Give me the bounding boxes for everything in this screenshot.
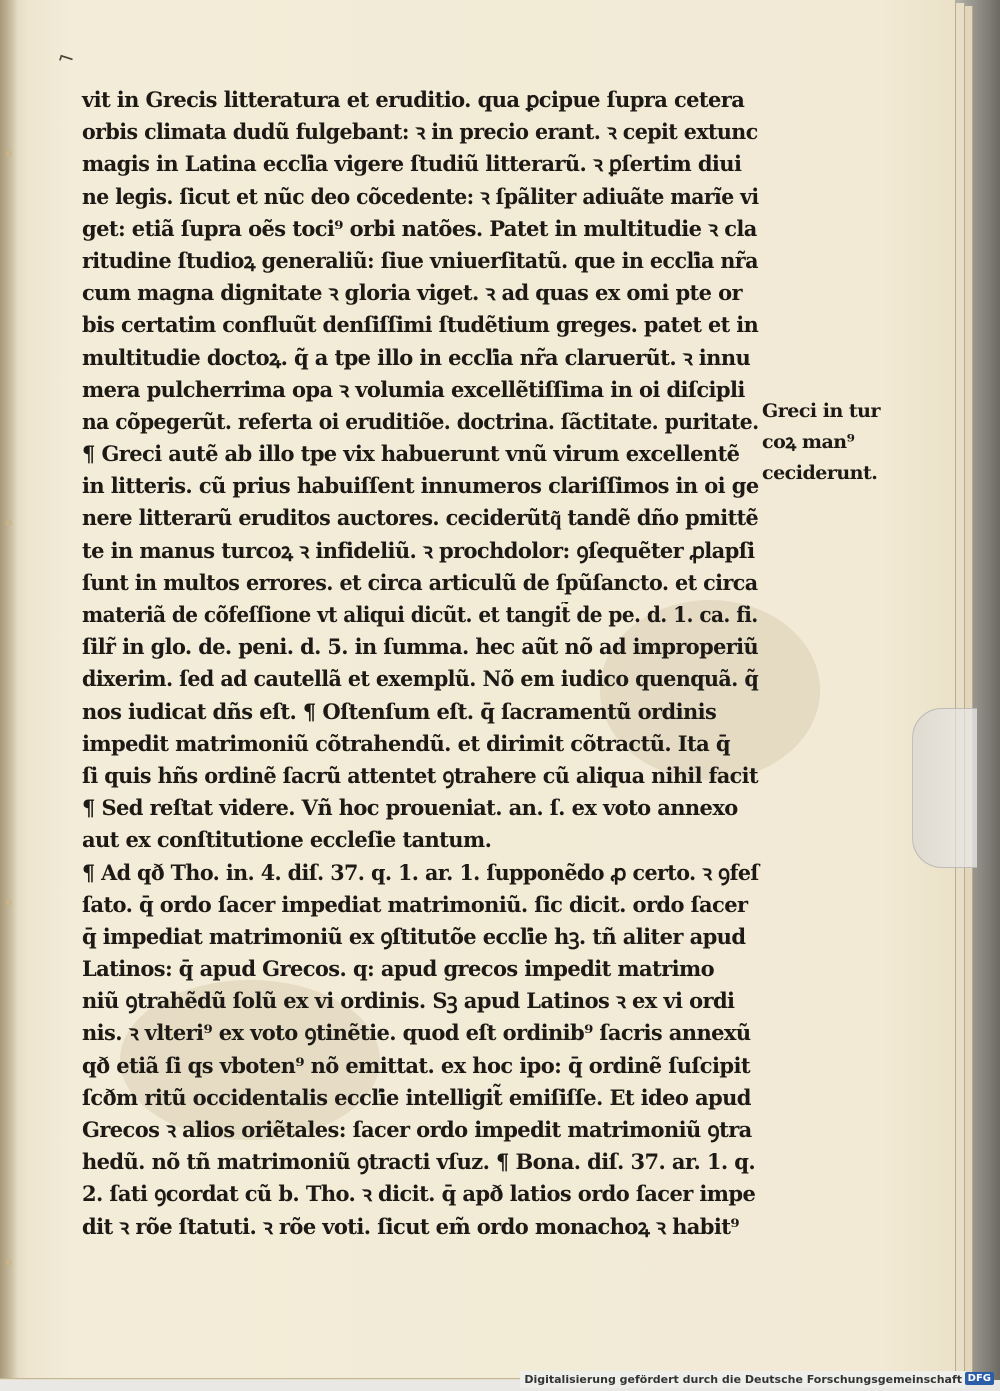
dfg-logo: DFG — [965, 1372, 994, 1385]
plastic-clip-tab — [912, 708, 977, 868]
text-line: mera pulcherrima opa ꝛ volumia excellẽtiſſima in oi diſcipli — [82, 376, 745, 402]
text-line: impedit matrimoniũ cõtrahendũ. et dirimit cõtractũ. Ita q̄ — [82, 730, 730, 756]
text-line: ſcðm ritũ occidentalis eccľie intelligit̃ emiſiſſe. Et ideo apud — [82, 1084, 751, 1110]
text-line: ¶ Greci autẽ ab illo tpe vix habuerunt vnũ virum excellentẽ — [82, 441, 740, 467]
text-line: Latinos: q̄ apud Grecos. q: apud grecos impedit matrimo — [82, 956, 715, 982]
footer-credit-text: Digitalisierung gefördert durch die Deutsche Forschungsgemeinschaft — [520, 1371, 966, 1388]
text-line: get: etiã ſupra oẽs toci⁹ orbi natões. Patet in multitudie ꝛ cla — [82, 215, 757, 241]
text-line: ne legis. ſicut et nũc deo cõcedente: ꝛ ſpãliter adiuãte marĩe vi — [82, 183, 759, 209]
text-line: ſunt in multos errores. et circa articulũ de ſpũſancto. et circa — [82, 569, 758, 595]
text-line: cum magna dignitate ꝛ gloria viget. ꝛ ad quas ex omi pte or — [82, 280, 742, 306]
text-line: hedũ. nõ tñ matrimoniũ ꝯtracti vſuz. ¶ Bona. diſ. 37. ar. 1. q. — [82, 1149, 756, 1175]
text-line: dit ꝛ rõe ſtatuti. ꝛ rõe voti. ſicut em̃ ordo monachoꝝ ꝛ habit⁹ — [82, 1213, 739, 1239]
text-line: nere litterarũ eruditos auctores. ceciderũtq͂ tandẽ dño pmittẽ — [82, 505, 759, 531]
text-line: ſi quis hñs ordinẽ ſacrũ attentet ꝯtrahere cũ aliqua nihil facit — [82, 762, 758, 788]
binding-hole — [6, 150, 12, 156]
text-line: Grecos ꝛ alios oriẽtales: ſacer ordo impedit matrimoniũ ꝯtra — [82, 1117, 752, 1142]
text-line: q̄ impediat matrimoniũ ex ꝯſtitutõe eccľie hꝫ. tñ aliter apud — [82, 923, 746, 949]
text-line: vit in Grecis litteratura et eruditio. qua ꝑcipue ſupra cetera — [82, 87, 745, 112]
binding-hole — [6, 1260, 12, 1266]
binding-hole — [6, 900, 12, 906]
text-line: ſato. q̄ ordo ſacer impediat matrimoniũ. ſic dicit. ordo ſacer — [82, 891, 748, 917]
text-line: magis in Latina eccľia vigere ſtudiũ litterarũ. ꝛ ꝑſertim diui — [82, 151, 742, 177]
text-line: multitudie doctoꝝ. q̃ a tpe illo in eccľia nr̃a claruerũt. ꝛ innu — [82, 344, 751, 370]
text-line: ¶ Ad qð Tho. in. 4. diſ. 37. q. 1. ar. 1. ſupponẽdo ꝓ certo. ꝛ ꝯfeſ — [82, 859, 759, 885]
text-line: orbis climata dudũ fulgebant: ꝛ in precio erant. ꝛ cepit extunc — [82, 119, 758, 145]
text-line: bis certatim confluũt denſiſſimi ſtudẽtium greges. patet et in — [82, 312, 759, 338]
text-line: 2. ſati ꝯcordat cũ b. Tho. ꝛ dicit. q̄ apð latios ordo ſacer impe — [82, 1181, 756, 1207]
gutter-shadow — [0, 0, 18, 1378]
marginal-note-line: ceciderunt. — [762, 462, 878, 484]
marginal-note-line: Greci in tur — [762, 400, 880, 422]
text-line: ſilr̃ in glo. de. peni. d. 5. in ſumma. hec aũt nõ ad improperiũ — [82, 634, 759, 660]
text-line: nis. ꝛ vlteri⁹ ex voto ꝯtinẽtie. quod eſt ordinib⁹ ſacris annexũ — [82, 1020, 751, 1046]
text-line: te in manus turcoꝝ ꝛ infideliũ. ꝛ prochdolor: ꝯſequẽter ꝓlapſi — [82, 537, 755, 563]
text-line: niũ ꝯtrahẽdũ ſolũ ex vi ordinis. Sꝫ apud Latinos ꝛ ex vi ordi — [82, 988, 735, 1014]
text-line: na cõpegerũt. referta oi eruditiõe. doctrina. ſãctitate. puritate. — [82, 408, 759, 434]
marginal-note-line: coꝝ man⁹ — [762, 431, 855, 453]
marginal-note — [762, 396, 912, 489]
text-line: ritudine ſtudioꝝ generaliũ: ſiue vniuerſitatũ. que in eccľia nr̃a — [82, 247, 758, 273]
text-line: ¶ Sed reſtat videre. Vñ hoc proueniat. an. ſ. ex voto annexo — [82, 795, 738, 821]
text-line: dixerim. ſed ad cautellã et exemplũ. Nõ em iudico quenquã. q̃ — [82, 666, 759, 692]
text-line: nos iudicat dñs eſt. ¶ Oſtenſum eſt. q̄ ſacramentũ ordinis — [82, 698, 717, 724]
main-text-block — [82, 84, 762, 1243]
text-line: in litteris. cũ prius habuiſſent innumeros clariſſimos in oi ge — [82, 473, 759, 499]
text-line: materiã de cõfeſſione vt aliqui dicũt. et tangit̃ de pe. d. 1. ca. fi. — [82, 602, 758, 627]
page-mark: ⌐ — [54, 43, 79, 73]
binding-hole — [6, 520, 12, 526]
text-line: qð etiã ſi qs vboten⁹ nõ emittat. ex hoc ipo: q̄ ordinẽ ſuſcipit — [82, 1052, 750, 1078]
text-line: aut ex conſtitutione eccleſie tantum. — [82, 827, 492, 853]
